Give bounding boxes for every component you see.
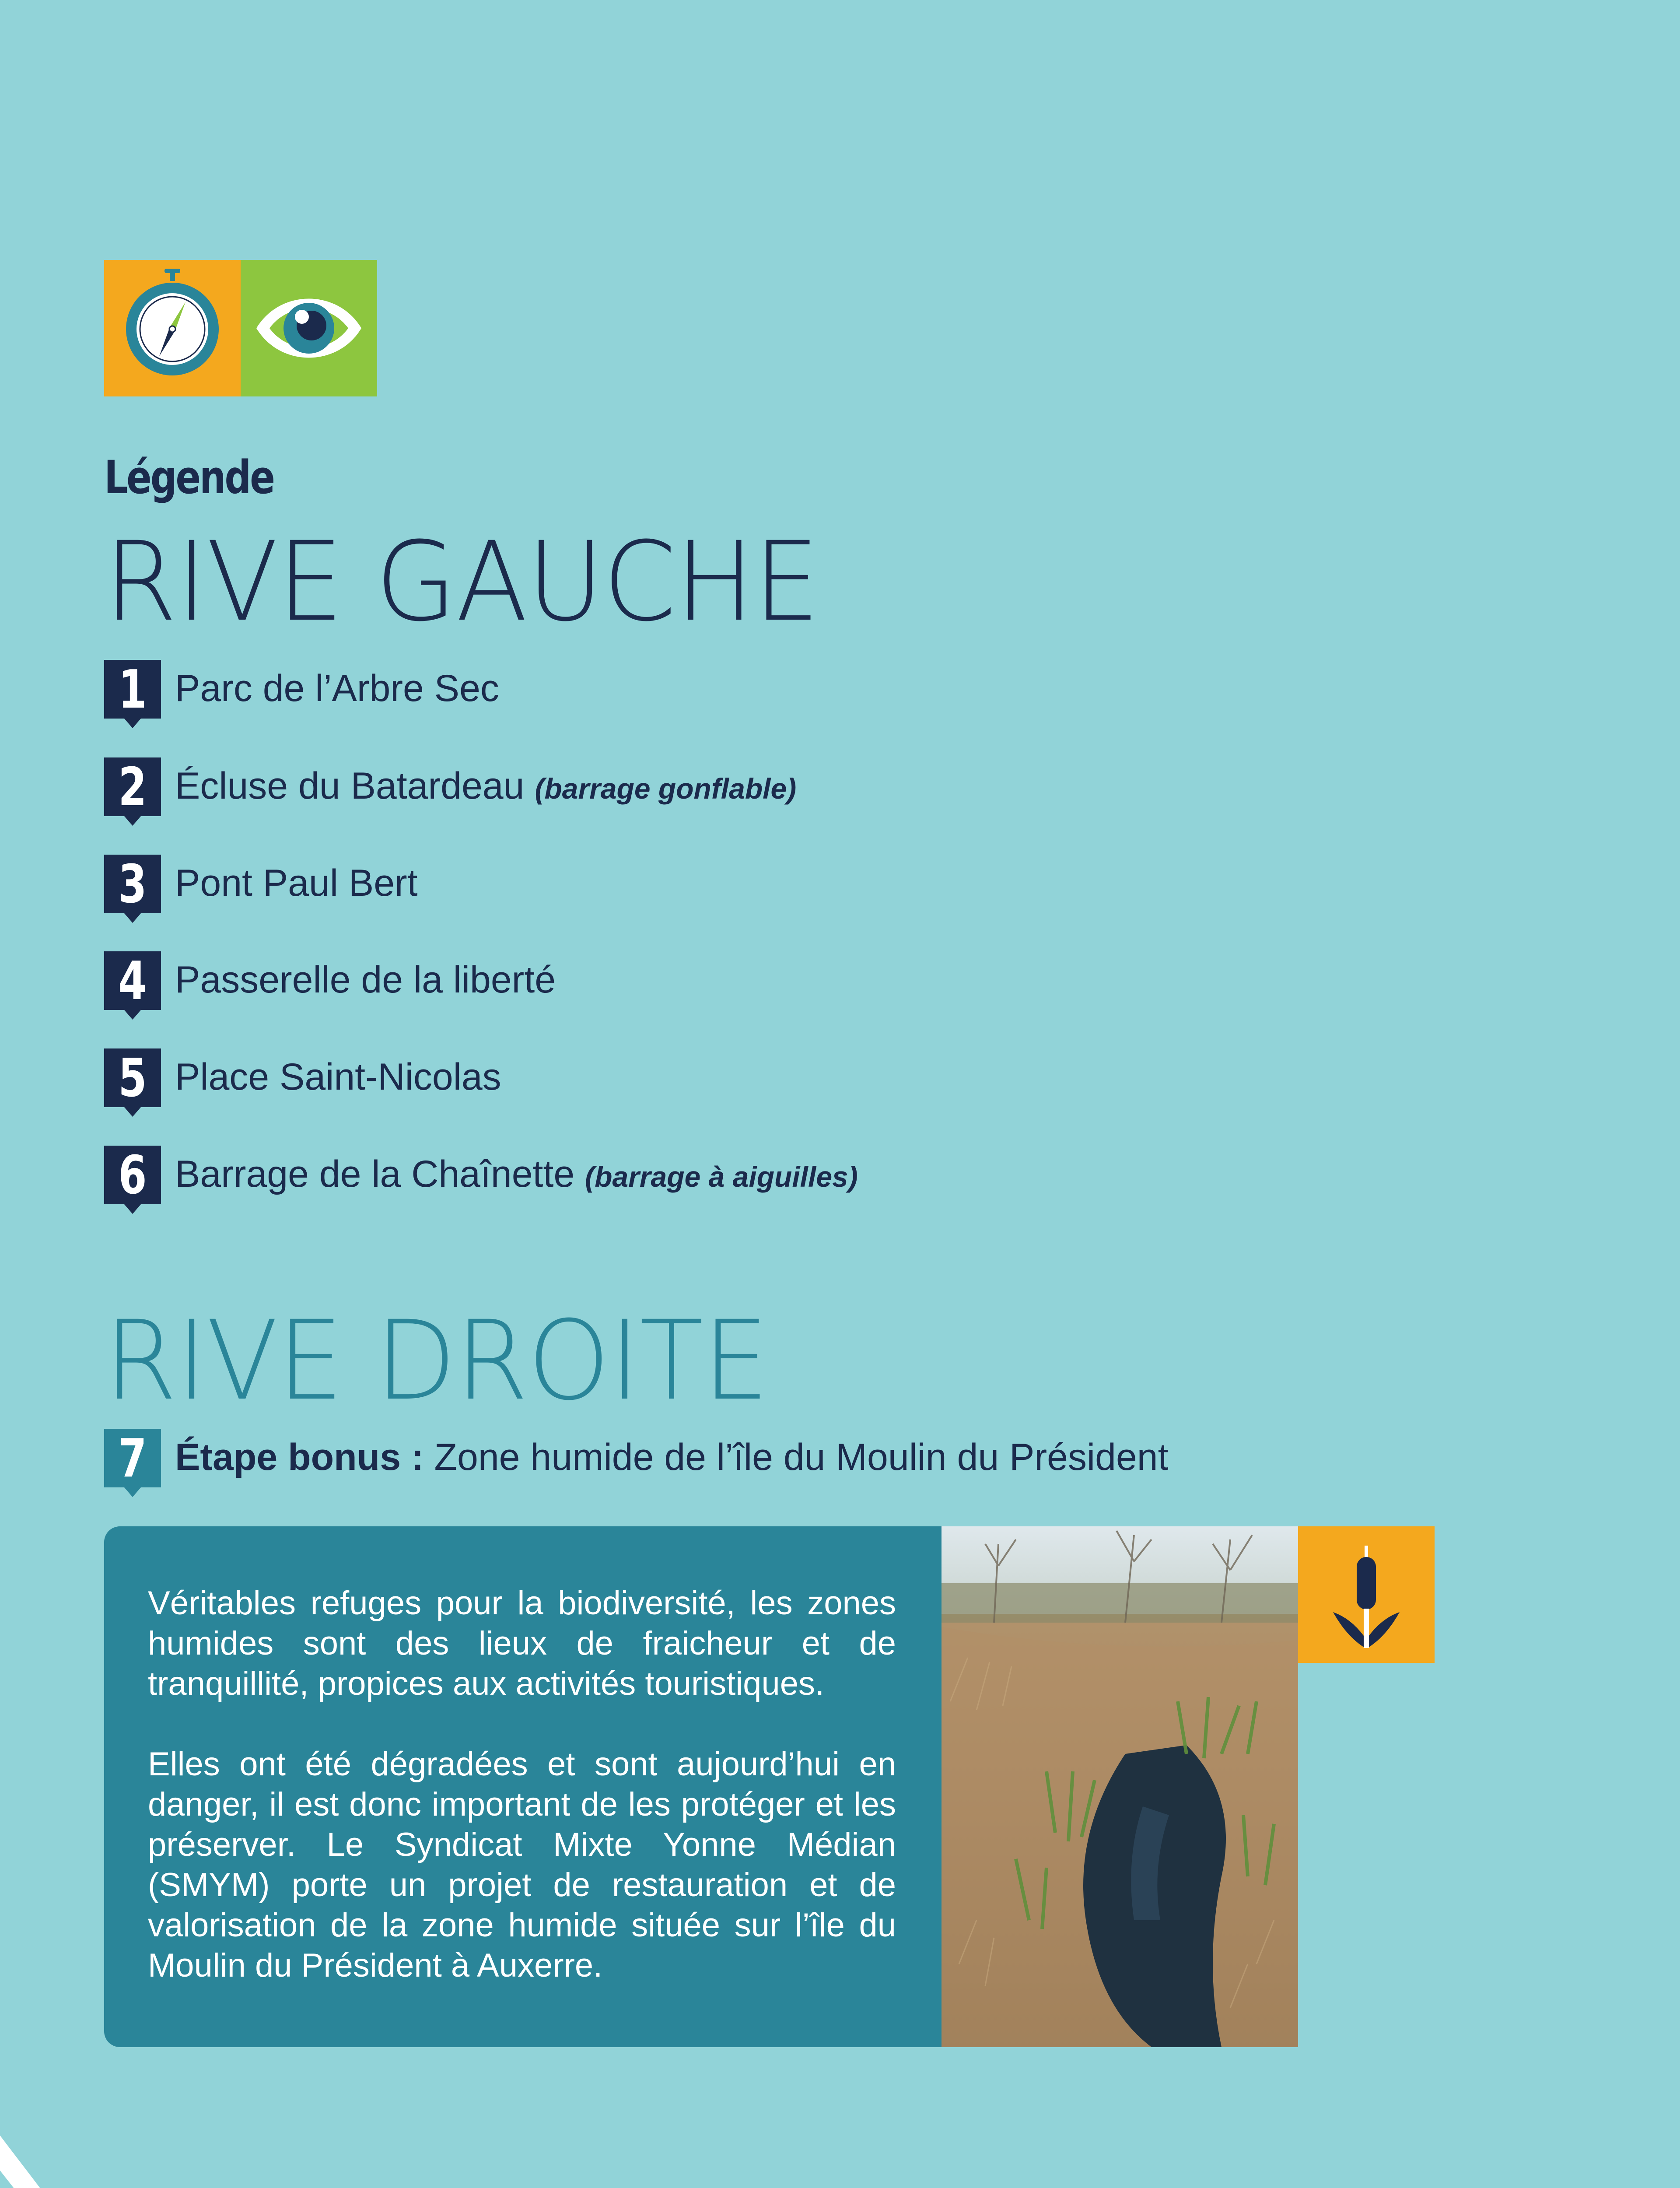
marker-number: 6 <box>118 1145 147 1206</box>
marker-icon <box>104 1048 161 1119</box>
marker-icon <box>104 757 161 828</box>
eye-badge <box>241 260 377 396</box>
compass-icon <box>104 260 241 396</box>
marker-icon <box>104 951 161 1021</box>
marker-number: 1 <box>118 659 147 720</box>
info-text <box>148 1583 896 2026</box>
marker-number: 3 <box>118 854 147 915</box>
item-label: Zone humide de l’île du Moulin du Président <box>434 1436 1169 1478</box>
wetland-photo <box>942 1526 1298 2047</box>
item-label: Barrage de la Chaînette <box>175 1153 575 1195</box>
rive-droite-title: RIVE DROITE <box>104 1297 769 1424</box>
legend-heading: Légende <box>104 451 274 504</box>
info-paragraph: Véritables refuges pour la biodiversité, les zones humides sont des lieux de fraicheur et de tranquillité, propices aux activités touristiques. <box>148 1585 896 1702</box>
rive-gauche-title: RIVE GAUCHE <box>104 518 819 645</box>
item-note: (barrage gonflable) <box>535 772 797 805</box>
eye-icon <box>241 260 377 396</box>
cattail-badge <box>1298 1526 1435 1663</box>
info-box <box>104 1526 942 2047</box>
item-note: (barrage à aiguilles) <box>585 1161 858 1193</box>
bonus-label: Étape bonus : <box>175 1436 424 1478</box>
corner-decoration <box>0 2135 184 2188</box>
item-label: Pont Paul Bert <box>175 862 418 904</box>
item-label: Place Saint-Nicolas <box>175 1056 501 1098</box>
info-paragraph: Elles ont été dégradées et sont aujourd’hui en danger, il est donc important de les protéger et les préserver. Le Syndicat Mixte Yonne Médian (SMYM) porte un projet de restauration et de valorisation de la zone humide située sur l’île du Moulin du Président à Auxerre. <box>148 1746 896 1984</box>
item-label: Parc de l’Arbre Sec <box>175 667 499 709</box>
compass-badge <box>104 260 241 396</box>
marker-icon <box>104 660 161 730</box>
marker-icon <box>104 855 161 925</box>
marker-number: 7 <box>118 1428 147 1489</box>
item-label: Écluse du Batardeau <box>175 765 525 807</box>
item-label: Passerelle de la liberté <box>175 959 556 1001</box>
marker-number: 4 <box>118 951 147 1012</box>
marker-number: 2 <box>118 757 147 818</box>
cattail-icon <box>1298 1526 1435 1663</box>
marker-icon <box>104 1429 161 1499</box>
marker-icon <box>104 1146 161 1216</box>
marker-number: 5 <box>118 1048 147 1109</box>
